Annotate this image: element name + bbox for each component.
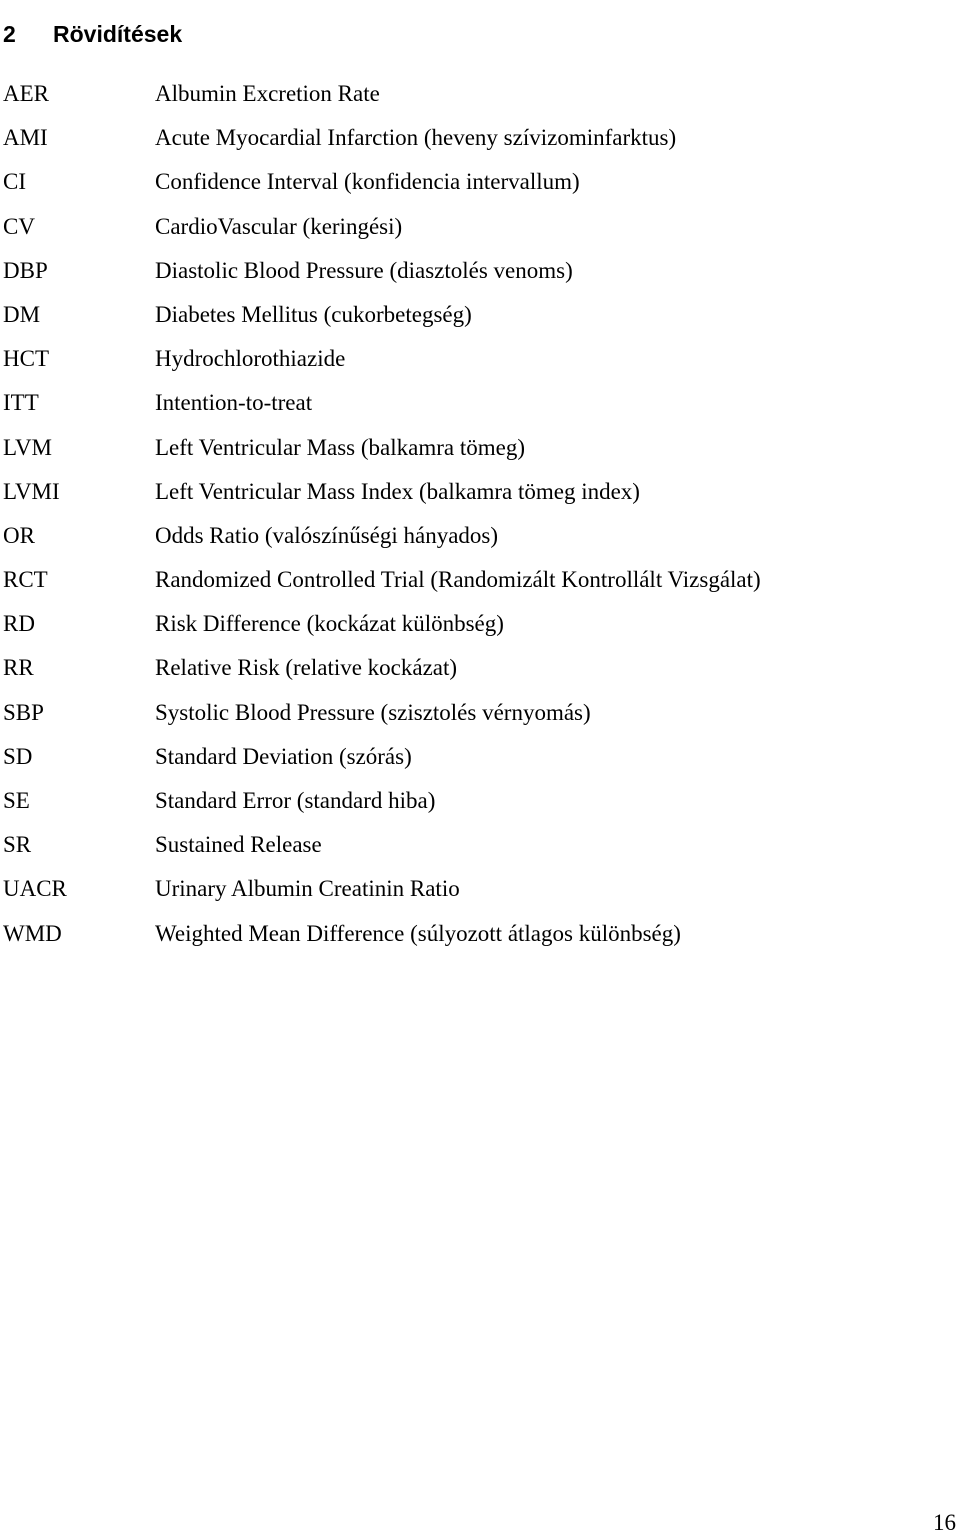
abbreviation-description: Standard Error (standard hiba) xyxy=(155,788,436,813)
abbreviation-row xyxy=(0,337,960,381)
abbreviation-code: SD xyxy=(3,743,33,769)
abbreviation-code: LVMI xyxy=(3,478,60,504)
abbreviation-description: Standard Deviation (szórás) xyxy=(155,743,412,769)
abbreviation-row xyxy=(0,381,960,425)
abbreviation-description: Risk Difference (kockázat különbség) xyxy=(155,611,504,637)
abbreviation-description: Hydrochlorothiazide xyxy=(155,346,346,372)
abbreviation-description: Left Ventricular Mass (balkamra tömeg) xyxy=(155,434,525,460)
abbreviation-row xyxy=(0,249,960,293)
abbreviation-description: Relative Risk (relative kockázat) xyxy=(155,655,458,681)
abbreviation-row xyxy=(0,205,960,249)
abbreviation-row xyxy=(0,602,960,646)
abbreviation-code: RR xyxy=(3,655,34,681)
abbreviation-code: RD xyxy=(3,611,35,637)
abbreviation-code: OR xyxy=(3,522,35,548)
abbreviation-description: Systolic Blood Pressure (szisztolés vérnyomás) xyxy=(155,699,591,725)
abbreviation-row xyxy=(0,823,960,867)
abbreviation-row xyxy=(0,646,960,690)
abbreviation-code: HCT xyxy=(3,346,49,372)
abbreviation-description: Odds Ratio (valószínűségi hányados) xyxy=(155,522,499,548)
abbreviation-row xyxy=(0,867,960,911)
abbreviation-code: ITT xyxy=(3,390,39,416)
page-number: 16 xyxy=(933,1510,956,1535)
abbreviation-description: Confidence Interval (konfidencia intervallum) xyxy=(155,169,580,195)
abbreviation-code: CV xyxy=(3,213,35,239)
abbreviation-description: CardioVascular (keringési) xyxy=(155,213,403,239)
abbreviation-row xyxy=(0,293,960,337)
abbreviation-row xyxy=(0,160,960,204)
abbreviation-description: Acute Myocardial Infarction (heveny szívizominfarktus) xyxy=(155,125,677,151)
abbreviation-code: SBP xyxy=(3,699,44,725)
abbreviation-code: AMI xyxy=(3,125,48,151)
abbreviation-description: Diabetes Mellitus (cukorbetegség) xyxy=(155,301,472,327)
abbreviation-row xyxy=(0,558,960,602)
abbreviation-row xyxy=(0,912,960,956)
abbreviation-code: CI xyxy=(3,169,26,195)
abbreviation-code: DBP xyxy=(3,257,48,283)
abbreviation-description: Albumin Excretion Rate xyxy=(155,81,380,106)
abbreviation-row xyxy=(0,72,960,116)
abbreviation-description: Left Ventricular Mass Index (balkamra tömeg index) xyxy=(155,478,640,504)
abbreviation-row xyxy=(0,426,960,470)
abbreviation-description: Diastolic Blood Pressure (diasztolés venoms) xyxy=(155,257,573,283)
abbreviation-description: Weighted Mean Difference (súlyozott átlagos különbség) xyxy=(155,920,681,946)
abbreviation-code: SR xyxy=(3,832,32,858)
abbreviation-description: Sustained Release xyxy=(155,832,322,858)
abbreviation-code: RCT xyxy=(3,567,48,593)
abbreviation-code: SE xyxy=(3,788,30,813)
abbreviation-row xyxy=(0,735,960,779)
abbreviation-row xyxy=(0,691,960,735)
abbreviation-code: LVM xyxy=(3,434,52,460)
section-title: Rövidítések xyxy=(53,21,183,48)
section-number: 2 xyxy=(3,21,16,48)
section-heading xyxy=(0,19,182,49)
abbreviation-row xyxy=(0,470,960,514)
abbreviation-description: Urinary Albumin Creatinin Ratio xyxy=(155,876,460,902)
abbreviation-row xyxy=(0,116,960,160)
abbreviation-row xyxy=(0,779,960,823)
abbreviation-code: DM xyxy=(3,301,41,327)
abbreviation-code: AER xyxy=(3,81,49,106)
abbreviation-description: Randomized Controlled Trial (Randomizált Kontrollált Vizsgálat) xyxy=(155,567,761,593)
abbreviation-code: WMD xyxy=(3,920,62,946)
abbreviation-list xyxy=(0,72,960,956)
abbreviation-description: Intention-to-treat xyxy=(155,390,313,416)
abbreviation-code: UACR xyxy=(3,876,67,902)
abbreviation-row xyxy=(0,514,960,558)
